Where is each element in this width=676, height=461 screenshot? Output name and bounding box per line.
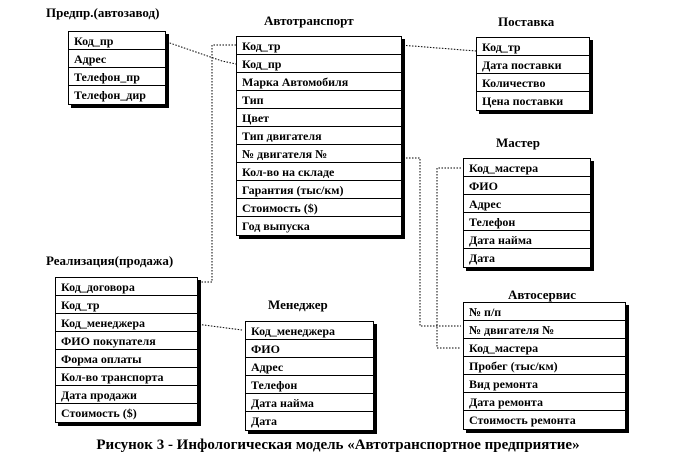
field-row: Код_мастера [464,159,590,177]
field-row: Телефон_дир [74,88,146,102]
field-row: Цвет [237,109,401,127]
entity-title-realizaciya: Реализация(продажа) [46,253,174,268]
field-row: Тип двигателя [237,127,401,145]
field-row: Вид ремонта [464,375,625,393]
field-row: Телефон [464,213,590,231]
field-row: Кол-во на складе [237,163,401,181]
field-row: Тип [237,91,401,109]
field-row: Код_тр [477,38,589,56]
field-row: № п/п [464,303,625,321]
field-row: Стоимость ($) [61,406,137,420]
entity-title-avtoservis: Автосервис [508,287,577,302]
field-row: Год выпуска [242,219,310,233]
field-row: Стоимость ремонта [469,413,576,427]
field-row: Дата [251,414,277,428]
entity-menedzher [245,321,374,431]
link-avtotransport-avtoservis [400,158,461,326]
field-row: Дата найма [464,231,590,249]
field-row: Код_пр [237,55,401,73]
field-row: Код_тр [237,37,401,55]
entity-avtoservis [463,302,626,430]
field-row: ФИО покупателя [56,332,197,350]
link-realizaciya-menedzher [196,324,242,330]
field-row: Марка Автомобиля [237,73,401,91]
field-row: № двигателя № [237,145,401,163]
field-row: Дата поставки [477,56,589,74]
field-row: Адрес [69,50,165,68]
field-row: № двигателя № [464,321,625,339]
field-row: Дата [469,251,495,265]
entity-postavka [476,37,590,111]
field-row: Количество [477,74,589,92]
entity-title-predpr: Предпр.(автозавод) [46,5,160,20]
field-row: ФИО [246,340,373,358]
field-row: Код_договора [56,278,197,296]
entity-title-postavka: Поставка [498,14,555,29]
field-row: ФИО [464,177,590,195]
field-row: Код_пр [69,32,165,50]
field-row: Цена поставки [482,94,564,108]
field-row: Гарантия (тыс/км) [237,181,401,199]
field-row: Дата найма [246,394,373,412]
entity-title-menedzher: Менеджер [268,297,328,312]
field-row: Дата ремонта [464,393,625,411]
field-row: Код_тр [56,296,197,314]
field-row: Код_менеджера [246,322,373,340]
field-row: Форма оплаты [56,350,197,368]
entity-avtotransport [236,36,402,236]
field-row: Адрес [246,358,373,376]
field-row: Телефон_пр [69,68,165,86]
field-row: Кол-во транспорта [56,368,197,386]
link-master-avtoservis [437,168,461,348]
entity-master [463,158,591,268]
field-row: Дата продажи [56,386,197,404]
field-row: Телефон [246,376,373,394]
entity-title-master: Мастер [496,135,540,150]
field-row: Адрес [464,195,590,213]
entity-title-avtotransport: Автотранспорт [264,13,354,28]
entity-predpr [68,31,166,105]
field-row: Код_мастера [464,339,625,357]
link-predpr-avtotransport [164,41,236,64]
entity-realizaciya [55,277,198,423]
link-avtotransport-postavka [400,45,476,51]
field-row: Стоимость ($) [237,199,401,217]
field-row: Код_менеджера [56,314,197,332]
field-row: Пробег (тыс/км) [464,357,625,375]
figure-caption: Рисунок 3 - Инфологическая модель «Автотранспортное предприятие» [96,437,580,453]
link-avtotransport-realizaciya [196,45,236,282]
